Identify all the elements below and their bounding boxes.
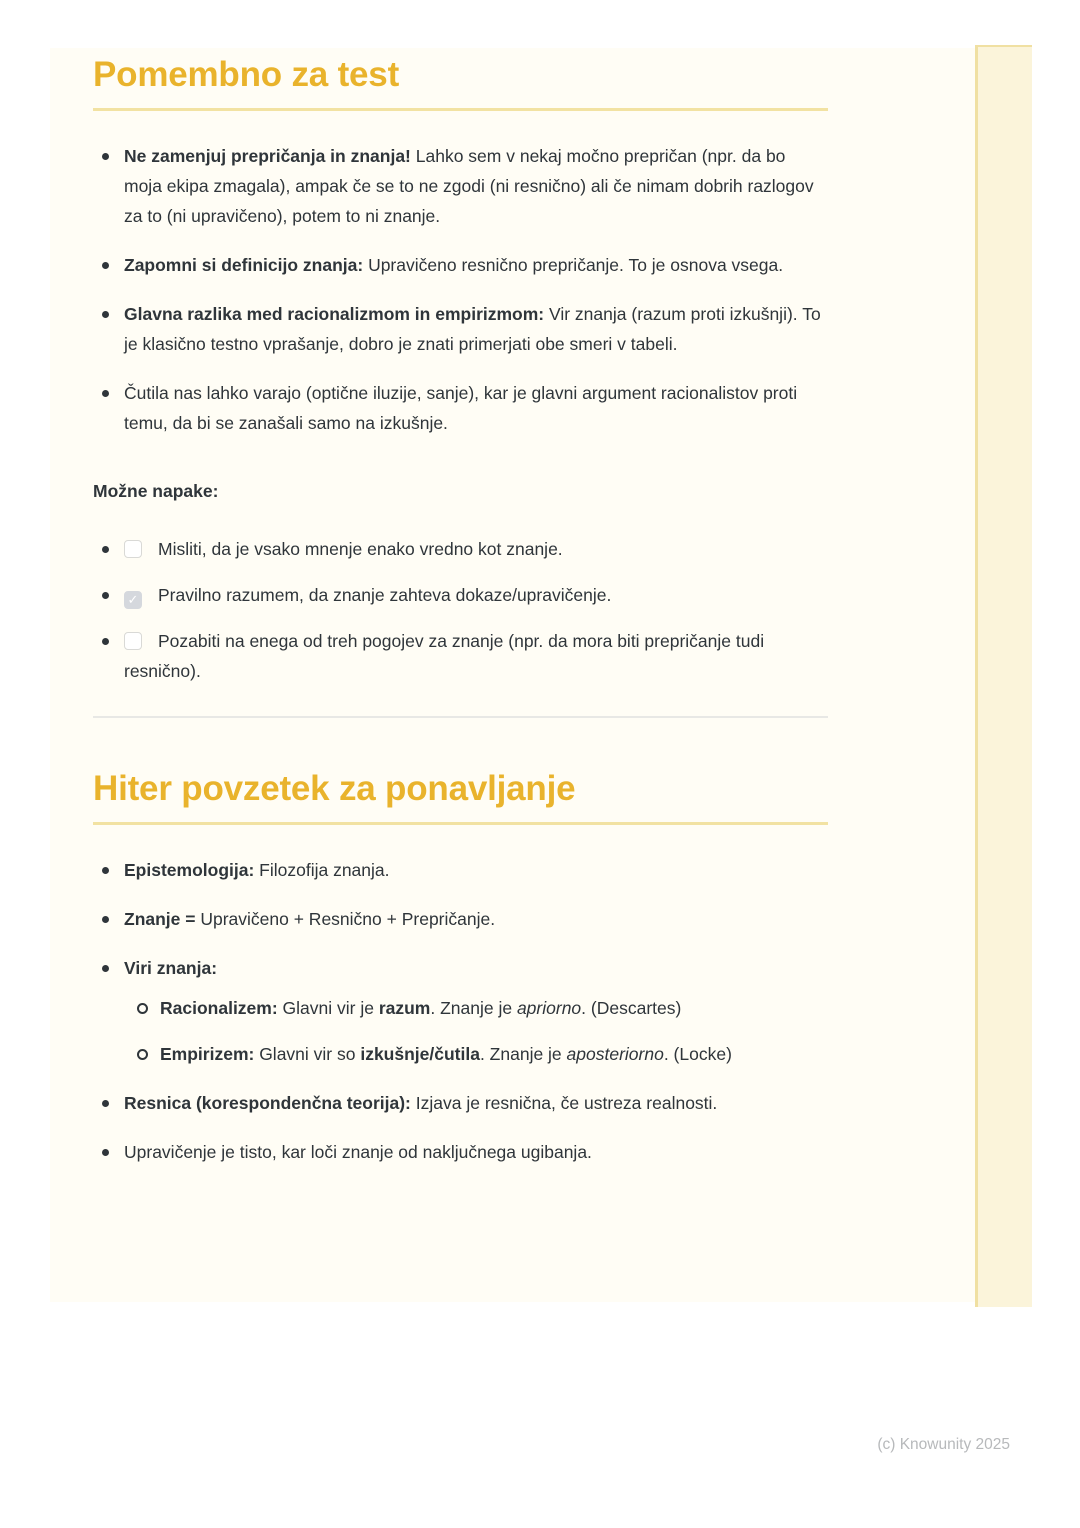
text-segment: . Znanje je bbox=[479, 1044, 567, 1064]
bullet-item bbox=[93, 378, 828, 438]
right-decorative-stripe bbox=[975, 45, 1032, 1307]
bullet-item bbox=[93, 299, 828, 359]
section-pomembno-za-test bbox=[93, 54, 828, 686]
text-segment: Resnica (korespondenčna teorija): bbox=[124, 1093, 411, 1113]
bullet-item bbox=[93, 1137, 828, 1167]
text-segment: . (Descartes) bbox=[581, 998, 682, 1018]
section-divider bbox=[93, 716, 828, 718]
section-hiter-povzetek bbox=[93, 768, 828, 1167]
bullet-item bbox=[93, 141, 828, 231]
text-segment: Vir znanja (razum proti izkušnji). To je klasično testno vprašanje, dobro je znati primerjati obe smeri v tabeli. bbox=[124, 304, 821, 354]
section-title: Hiter povzetek za ponavljanje bbox=[93, 769, 576, 808]
card-content bbox=[50, 48, 828, 1167]
text-segment: Filozofija znanja. bbox=[254, 860, 390, 880]
bullet-item bbox=[93, 953, 828, 1069]
text-segment: Izjava je resnična, če ustreza realnosti. bbox=[410, 1093, 718, 1113]
text-segment: Racionalizem: bbox=[160, 998, 278, 1018]
checkbox-checked-icon[interactable]: ✓ bbox=[124, 591, 142, 609]
text-segment: Glavni vir je bbox=[277, 998, 379, 1018]
bullet-item bbox=[93, 904, 828, 934]
text-segment: razum bbox=[378, 998, 431, 1018]
mistakes-subheading: Možne napake: bbox=[93, 481, 219, 501]
bullet-list bbox=[93, 141, 828, 438]
checklist bbox=[93, 534, 828, 686]
text-segment: Zapomni si definicijo znanja: bbox=[124, 255, 364, 275]
title-underline bbox=[93, 822, 828, 825]
text-segment: Glavna razlika med racionalizmom in empirizmom: bbox=[124, 304, 545, 324]
checklist-item bbox=[93, 580, 828, 610]
text-segment: Upravičenje je tisto, kar loči znanje od naključnega ugibanja. bbox=[124, 1142, 592, 1162]
bullet-item bbox=[93, 250, 828, 280]
text-segment: Glavni vir so bbox=[254, 1044, 361, 1064]
text-segment: Upravičeno resnično prepričanje. To je osnova vsega. bbox=[363, 255, 784, 275]
title-underline bbox=[93, 108, 828, 111]
bullet-list bbox=[93, 855, 828, 1167]
text-segment: . (Locke) bbox=[663, 1044, 732, 1064]
bullet-item bbox=[93, 855, 828, 885]
text-segment: Znanje = bbox=[124, 909, 196, 929]
text-segment: Empirizem: bbox=[160, 1044, 255, 1064]
text-segment: . Znanje je bbox=[430, 998, 517, 1018]
text-segment: izkušnje/čutila bbox=[360, 1044, 480, 1064]
text-segment: Viri znanja: bbox=[124, 958, 218, 978]
text-segment: Epistemologija: bbox=[124, 860, 255, 880]
checkbox-unchecked-icon[interactable] bbox=[124, 540, 142, 558]
section-title: Pomembno za test bbox=[93, 55, 400, 94]
text-segment: Ne zamenjuj prepričanja in znanja! bbox=[124, 146, 411, 166]
sub-bullet-item bbox=[124, 1039, 828, 1069]
notes-card bbox=[50, 48, 975, 1302]
checklist-label: Pravilno razumem, da znanje zahteva dokaze/upravičenje. bbox=[158, 585, 612, 605]
footer-credit: (c) Knowunity 2025 bbox=[877, 1436, 1010, 1453]
checklist-label: Pozabiti na enega od treh pogojev za znanje (npr. da mora biti prepričanje tudi resnično). bbox=[124, 631, 765, 681]
bullet-item bbox=[93, 1088, 828, 1118]
checkbox-unchecked-icon[interactable] bbox=[124, 632, 142, 650]
text-segment: Upravičeno + Resnično + Prepričanje. bbox=[195, 909, 496, 929]
checklist-item bbox=[93, 626, 828, 686]
text-segment: apriorno bbox=[516, 998, 582, 1018]
text-segment: Lahko sem v nekaj močno prepričan (npr. da bo moja ekipa zmagala), ampak če se to ne zgodi (ni resnično) ali če nimam dobrih razlogov za to (ni upravičeno), potem to ni znanje. bbox=[124, 146, 814, 226]
text-segment: Čutila nas lahko varajo (optične iluzije, sanje), kar je glavni argument racionalistov proti temu, da bi se zanašali samo na izkušnje. bbox=[124, 383, 798, 433]
checklist-label: Misliti, da je vsako mnenje enako vredno kot znanje. bbox=[158, 539, 563, 559]
sub-bullet-list bbox=[124, 993, 828, 1069]
checklist-item bbox=[93, 534, 828, 564]
text-segment: aposteriorno bbox=[566, 1044, 664, 1064]
sub-bullet-item bbox=[124, 993, 828, 1023]
